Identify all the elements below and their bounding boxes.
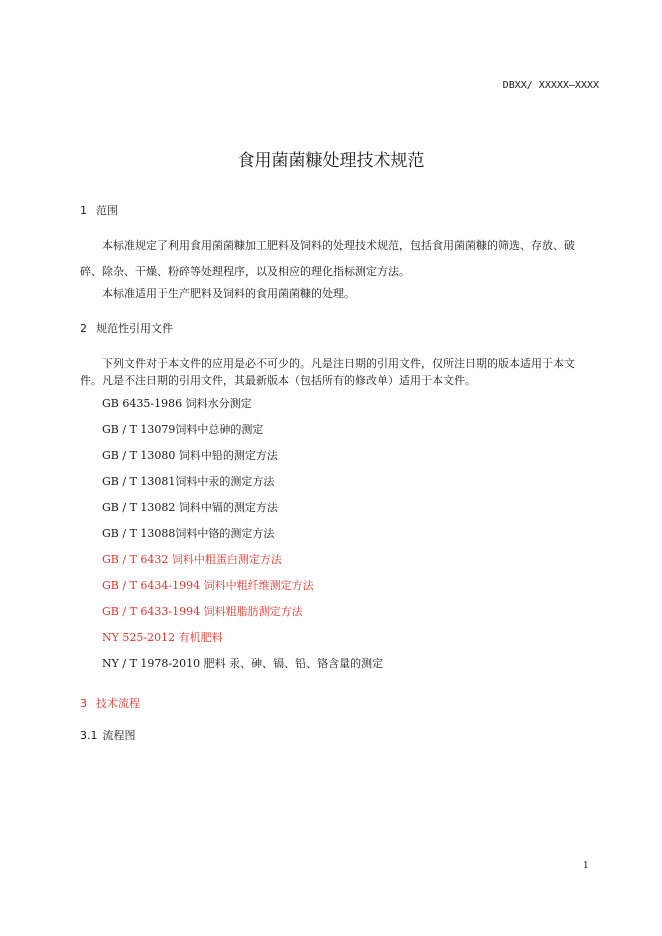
document-title: 食用菌菌糠处理技术规范 — [237, 151, 425, 171]
scope-paragraph-line-1: 本标准规定了利用食用菌菌糠加工肥料及饲料的处理技术规范，包括食用菌菌糠的筛选、存放、破 — [102, 239, 575, 252]
normative-intro-line-1: 下列文件对于本文件的应用是必不可少的。凡是注日期的引用文件，仅所注日期的版本适用于本文 — [102, 357, 575, 370]
reference-item: GB / T 13082 饲料中镉的测定方法 — [102, 501, 278, 514]
section-number: 2 — [80, 322, 87, 335]
section-3-heading — [80, 695, 140, 711]
section-title: 技术流程 — [96, 697, 140, 710]
reference-item-highlighted: GB / T 6434-1994 饲料中粗纤维测定方法 — [102, 579, 314, 592]
section-1-heading — [80, 202, 118, 218]
reference-item: GB / T 13080 饲料中铅的测定方法 — [102, 449, 278, 462]
section-number: 3 — [80, 697, 87, 710]
section-2-heading — [80, 320, 173, 336]
reference-item: NY / T 1978-2010 肥料 汞、砷、镉、铅、铬含量的测定 — [102, 657, 384, 670]
scope-applicability-paragraph: 本标准适用于生产肥料及饲料的食用菌菌糠的处理。 — [102, 287, 355, 300]
page-number: 1 — [583, 861, 589, 871]
reference-item-highlighted: GB / T 6432 饲料中粗蛋白测定方法 — [102, 553, 282, 566]
reference-item: GB / T 13079饲料中总砷的测定 — [102, 423, 264, 436]
reference-item: GB / T 13088饲料中铬的测定方法 — [102, 527, 275, 540]
reference-item: GB 6435-1986 饲料水分测定 — [102, 397, 252, 410]
subsection-number: 3.1 — [80, 729, 98, 742]
reference-item-highlighted: GB / T 6433-1994 饲料粗脂肪测定方法 — [102, 605, 303, 618]
reference-item-highlighted: NY 525-2012 有机肥料 — [102, 631, 223, 644]
section-title: 规范性引用文件 — [96, 322, 173, 335]
section-title: 范围 — [96, 204, 118, 217]
subsection-3-1-heading — [80, 727, 136, 743]
reference-item: GB / T 13081饲料中汞的测定方法 — [102, 475, 275, 488]
document-id: DBXX/ XXXXX—XXXX — [502, 80, 599, 91]
normative-intro-line-2: 件。凡是不注日期的引用文件，其最新版本（包括所有的修改单）适用于本文件。 — [80, 374, 476, 387]
scope-paragraph-line-2: 碎、除杂、干燥、粉碎等处理程序，以及相应的理化指标测定方法。 — [80, 265, 410, 278]
subsection-title: 流程图 — [102, 729, 136, 742]
section-number: 1 — [80, 204, 87, 217]
